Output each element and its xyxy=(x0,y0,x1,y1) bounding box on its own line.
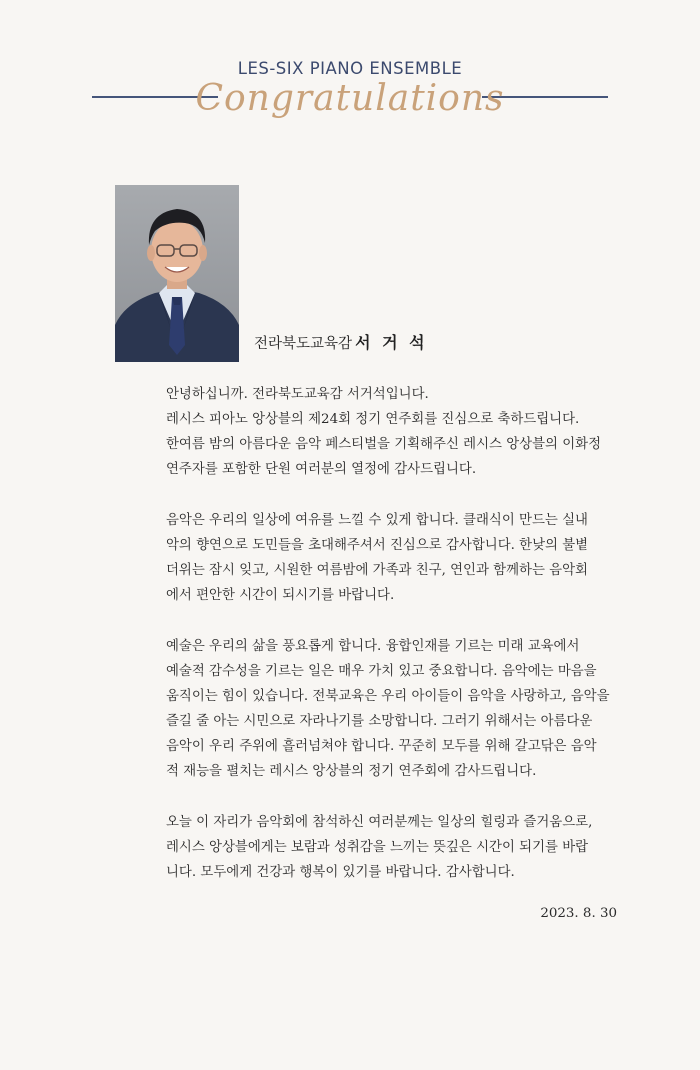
congratulations-script-title: Congratulations xyxy=(195,78,505,119)
portrait-illustration xyxy=(115,185,239,362)
paragraph-line: 더위는 잠시 잊고, 시원한 여름밤에 가족과 친구, 연인과 함께하는 음악회 xyxy=(166,563,588,578)
paragraph-line: 악의 향연으로 도민들을 초대해주셔서 진심으로 감사합니다. 한낮의 불볕 xyxy=(166,538,589,553)
paragraph-line: 즐길 줄 아는 시민으로 자라나기를 소망합니다. 그러기 위해서는 아름다운 xyxy=(166,714,593,729)
paragraph-line: 예술적 감수성을 기르는 일은 매우 가치 있고 중요합니다. 음악에는 마음을 xyxy=(166,664,597,679)
signature-name: 서 거 석 xyxy=(355,333,428,352)
letter-date: 2023. 8. 30 xyxy=(540,906,617,921)
paragraph-line: 움직이는 힘이 있습니다. 전북교육은 우리 아이들이 음악을 사랑하고, 음악을 xyxy=(166,689,610,704)
paragraph-line: 오늘 이 자리가 음악회에 참석하신 여러분께는 일상의 힐링과 즐거움으로, xyxy=(166,815,593,830)
signature-title: 전라북도교육감 xyxy=(254,336,353,352)
ensemble-name: LES-SIX PIANO ENSEMBLE xyxy=(237,59,463,78)
paragraph-2 xyxy=(166,508,626,608)
paragraph-3 xyxy=(166,634,626,784)
portrait-photo xyxy=(115,185,239,362)
paragraph-line: 에서 편안한 시간이 되시기를 바랍니다. xyxy=(166,588,395,603)
paragraph-line: 니다. 모두에게 건강과 행복이 있기를 바랍니다. 감사합니다. xyxy=(166,865,515,880)
paragraph-1 xyxy=(166,382,626,482)
paragraph-line: 연주자를 포함한 단원 여러분의 열정에 감사드립니다. xyxy=(166,462,477,477)
paragraph-4 xyxy=(166,810,626,885)
paragraph-line: 레시스 앙상블에게는 보람과 성취감을 느끼는 뜻깊은 시간이 되기를 바랍 xyxy=(166,840,589,855)
paragraph-line: 음악은 우리의 일상에 여유를 느낄 수 있게 합니다. 클래식이 만드는 실내 xyxy=(166,513,588,528)
paragraph-line: 안녕하십니까. 전라북도교육감 서거석입니다. xyxy=(166,387,429,402)
paragraph-line: 적 재능을 펼치는 레시스 앙상블의 정기 연주회에 감사드립니다. xyxy=(166,764,537,779)
paragraph-line: 음악이 우리 주위에 흘러넘쳐야 합니다. 꾸준히 모두를 위해 갈고닦은 음악 xyxy=(166,739,597,754)
paragraph-line: 레시스 피아노 앙상블의 제24회 정기 연주회를 진심으로 축하드립니다. xyxy=(166,412,580,427)
signature xyxy=(254,330,428,353)
paragraph-line: 한여름 밤의 아름다운 음악 페스티벌을 기획해주신 레시스 앙상블의 이화정 xyxy=(166,437,602,452)
letter-body xyxy=(166,382,626,911)
paragraph-line: 예술은 우리의 삶을 풍요롭게 합니다. 융합인재를 기르는 미래 교육에서 xyxy=(166,639,580,654)
